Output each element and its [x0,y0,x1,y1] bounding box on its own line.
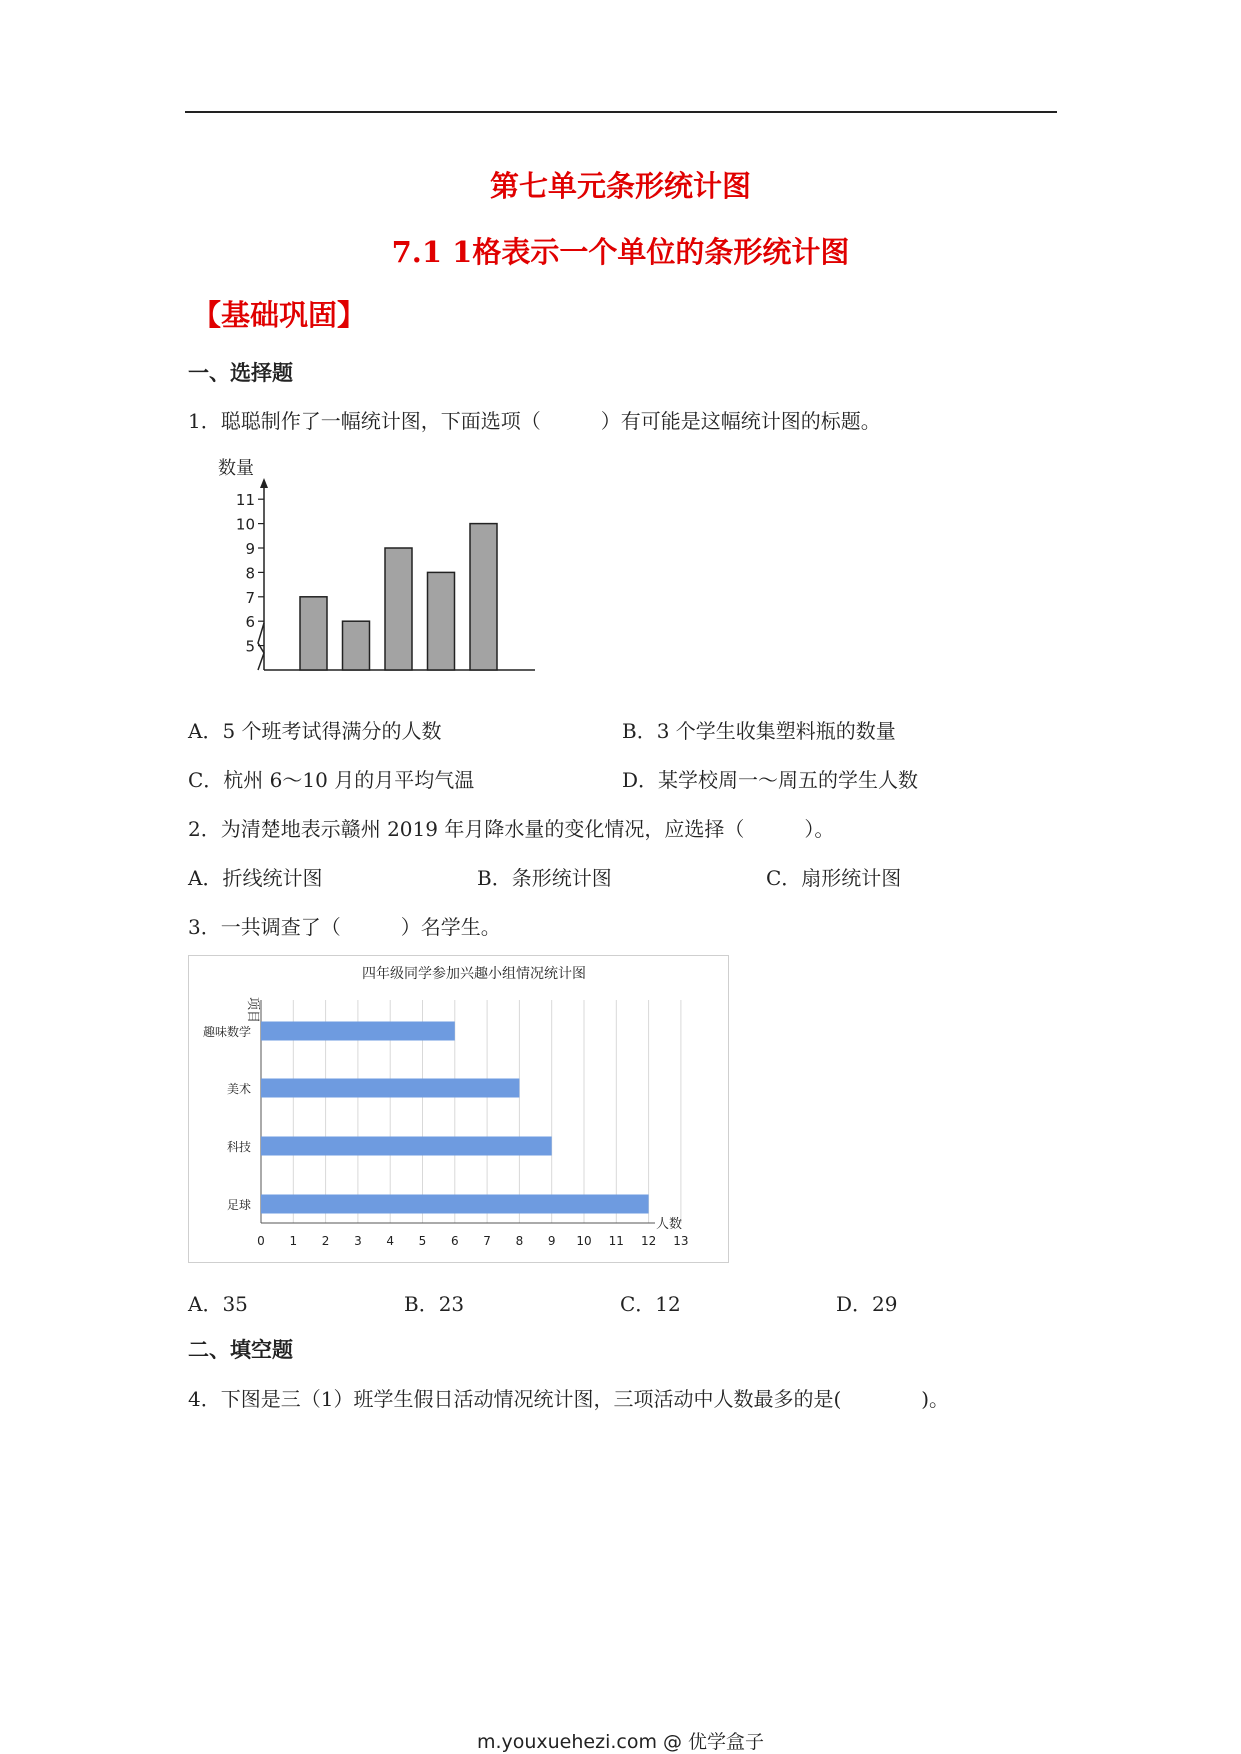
q4-stem: 4．下图是三（1）班学生假日活动情况统计图，三项活动中人数最多的是( )。 [188,1387,950,1411]
q1-y-axis-arrow [260,478,268,488]
q2-option-c[interactable]: C．扇形统计图 [766,866,902,890]
q1-bar-chart [205,448,545,688]
q3-x-tick-label: 3 [354,1234,362,1248]
q1-y-tick-label: 9 [245,540,255,558]
q2-option-b[interactable]: B．条形统计图 [477,866,612,890]
q1-y-tick-label: 5 [245,637,255,656]
q3-category-label: 趣味数学 [202,1025,251,1039]
header-rule [185,111,1057,113]
section-fill-heading: 二、填空题 [188,1338,293,1362]
q3-option-c[interactable]: C．12 [620,1292,681,1316]
q3-bar [261,1079,519,1098]
q3-x-tick-label: 12 [640,1234,657,1248]
q3-option-d[interactable]: D．29 [836,1292,898,1316]
q1-option-c[interactable]: C．杭州 6～10 月的月平均气温 [188,768,475,792]
q3-x-tick-label: 8 [515,1234,524,1248]
q3-category-label: 科技 [226,1140,251,1154]
q3-bar [261,1022,455,1041]
q3-x-tick-label: 2 [321,1234,330,1248]
q1-y-tick-label: 8 [245,564,255,583]
q1-axis-break [258,623,264,670]
page-subtitle: 7.1 1格表示一个单位的条形统计图 [391,235,850,269]
q1-y-tick-label: 7 [245,588,255,607]
q3-chart-frame [188,955,729,1263]
q1-option-b[interactable]: B．3 个学生收集塑料瓶的数量 [622,719,896,743]
footer-source: m.youxuehezi.com @ 优学盒子 [476,1731,765,1753]
page-title: 第七单元条形统计图 [489,169,751,203]
q3-bar-chart [189,956,728,1262]
q1-stem: 1．聪聪制作了一幅统计图，下面选项（ ）有可能是这幅统计图的标题。 [188,409,881,433]
q1-y-tick-label: 6 [245,613,255,632]
q3-chart-ylabel: 项目 [245,997,260,1024]
q3-x-tick-label: 6 [450,1234,459,1248]
q3-x-tick-label: 0 [257,1234,265,1248]
q3-x-tick-label: 11 [608,1234,624,1248]
q2-stem: 2．为清楚地表示赣州 2019 年月降水量的变化情况，应选择（ ）。 [188,817,835,841]
q3-option-b[interactable]: B．23 [404,1292,465,1316]
q1-bar [428,572,455,670]
q3-x-tick-label: 1 [289,1234,298,1248]
q3-bar [261,1137,552,1156]
q3-stem: 3．一共调查了（ ）名学生。 [188,915,501,939]
q1-option-d[interactable]: D．某学校周一～周五的学生人数 [622,768,919,792]
q3-x-tick-label: 7 [483,1234,491,1248]
q1-chart-ylabel: 数量 [218,458,254,479]
q3-category-label: 足球 [226,1198,251,1212]
q1-y-tick-label: 10 [235,515,255,534]
q3-x-tick-label: 10 [576,1234,592,1248]
section-choice-heading: 一、选择题 [188,361,293,385]
q3-chart-title: 四年级同学参加兴趣小组情况统计图 [362,966,586,982]
q1-y-tick-label: 11 [235,491,255,510]
q3-bar [261,1195,649,1214]
q3-x-tick-label: 13 [673,1234,689,1248]
q2-option-a[interactable]: A．折线统计图 [188,866,323,890]
q3-option-a[interactable]: A．35 [188,1292,248,1316]
q3-category-label: 美术 [226,1082,251,1096]
q1-bar [343,621,370,670]
q3-x-tick-label: 4 [386,1234,395,1248]
q3-chart-xlabel: 人数 [656,1217,683,1232]
q1-bar [470,524,497,670]
q3-x-tick-label: 5 [418,1234,427,1248]
q1-bar [300,597,327,670]
q1-bar [385,548,412,670]
q3-x-tick-label: 9 [547,1234,556,1248]
q1-option-a[interactable]: A．5 个班考试得满分的人数 [188,719,442,743]
block-label: 【基础巩固】 [192,298,367,332]
